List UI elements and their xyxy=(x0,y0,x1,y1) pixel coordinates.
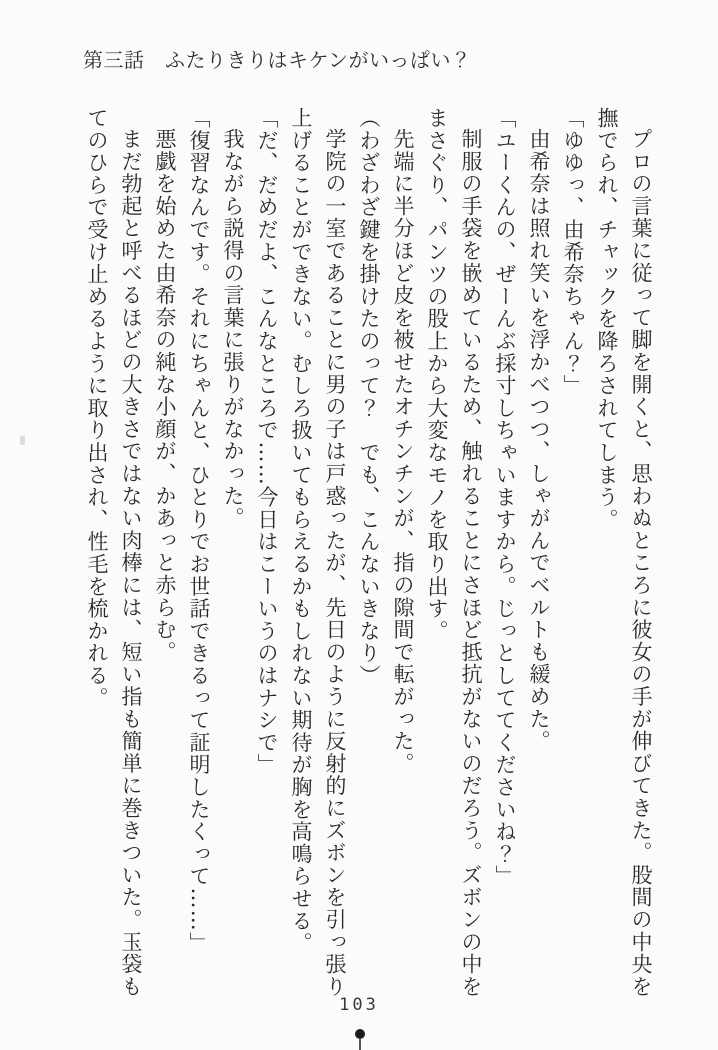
paragraph-dialogue: 「復習なんです。それにちゃんと、ひとりでお世話できるって証明したくって……」 xyxy=(187,107,211,955)
paragraph: 由希奈は照れ笑いを浮かべつつ、しゃがんでベルトも緩めた。 xyxy=(527,128,551,753)
paragraph-dialogue: 「ゆゆっ、由希奈ちゃん？」 xyxy=(561,107,585,397)
chapter-header: 第三話 ふたりきりはキケンがいっぱい？ xyxy=(83,48,472,72)
paragraph: 学院の一室であることに男の子は戸惑ったが、先日のように反射的にズボンを引っ張り上げることができない。むしろ扱いてもらえるかもしれない期待が胸を高鳴らせる。 xyxy=(289,107,347,998)
paragraph: 我ながら説得の言葉に張りがなかった。 xyxy=(221,128,245,530)
paragraph: 制服の手袋を嵌めているため、触れることにさほど抵抗がないのだろう。ズボンの中をまさぐり、パンツの股上から大変なモノを取り出す。 xyxy=(425,107,483,998)
page-number: 103 xyxy=(339,995,379,1015)
paragraph-dialogue: 「ユーくんの、ぜーんぶ採寸しちゃいますから。じっとしててくださいね？」 xyxy=(493,107,517,888)
body-text xyxy=(72,107,658,1003)
paragraph-thought: （わざわざ鍵を掛けたのって？ でも、こんないきなり） xyxy=(357,107,381,687)
paragraph: 悪戯を始めた由希奈の純な小顔が、かあっと赤らむ。 xyxy=(153,128,177,664)
paragraph: まだ勃起と呼べるほどの大きさではない肉棒には、短い指も簡単に巻きついた。玉袋もてのひらで受け止めるように取り出され、性毛を梳かれる。 xyxy=(85,107,143,998)
paragraph: プロの言葉に従って脚を開くと、思わぬところに彼女の手が伸びてきた。股間の中央を撫でられ、チャックを降ろされてしまう。 xyxy=(595,107,653,998)
paragraph-dialogue: 「だ、だめだよ、こんなところで……今日はこーいうのはナシで」 xyxy=(255,107,279,776)
page-marker-dot xyxy=(355,1029,365,1039)
paragraph: 先端に半分ほど皮を被せたオチンチンが、指の隙間で転がった。 xyxy=(391,128,415,775)
scan-artifact-mark xyxy=(20,436,25,445)
